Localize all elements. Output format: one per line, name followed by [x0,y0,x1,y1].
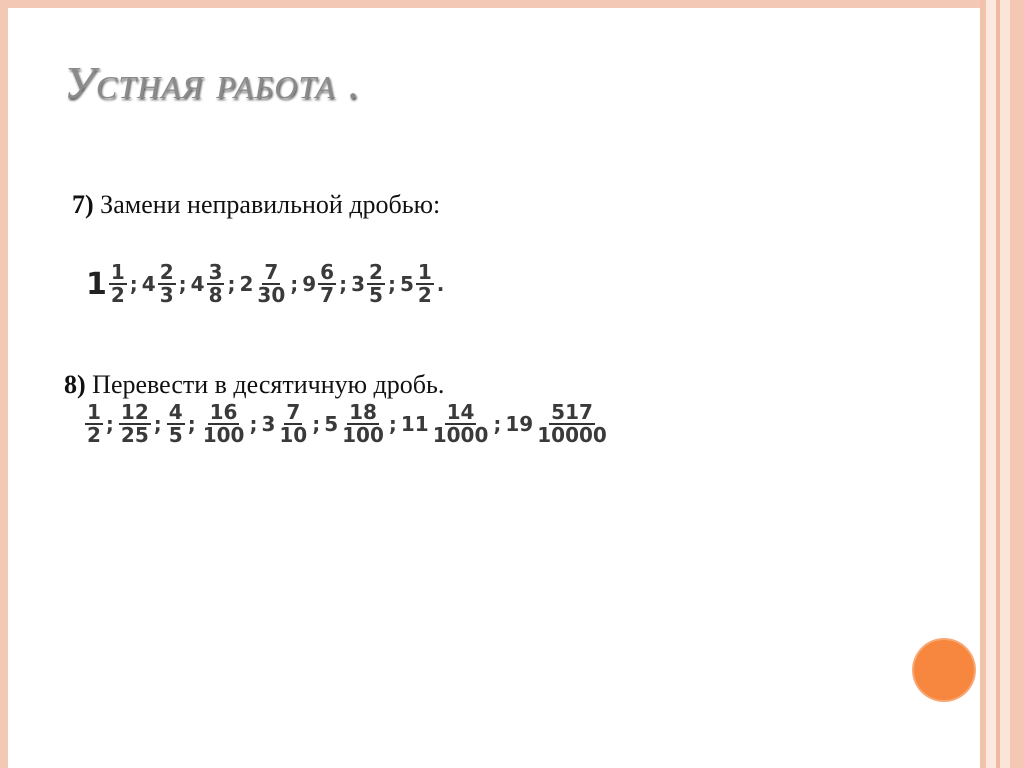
separator: ; [178,272,187,296]
border-stripe [1000,0,1010,768]
fraction-item [191,262,240,306]
denominator: 10 [279,423,308,447]
whole-part: 5 [324,412,339,436]
denominator: 5 [168,423,183,447]
denominator: 30 [257,283,286,307]
denominator: 100 [342,423,384,447]
fraction-item [239,262,302,306]
fraction-item [401,402,506,446]
border-stripe [1010,0,1024,768]
fraction [277,402,309,446]
whole-part: 1 [86,266,107,302]
fraction [340,402,386,446]
whole-part: 3 [261,412,276,436]
task-text: Перевести в десятичную дробь. [92,370,445,399]
fraction [535,402,609,446]
denominator: 10000 [537,423,607,447]
fraction-item [84,402,118,446]
numerator: 517 [551,400,593,424]
separator: ; [105,412,114,436]
denominator: 5 [369,283,383,307]
separator: ; [493,412,502,436]
fraction-item [86,262,142,306]
separator: ; [153,412,162,436]
separator: ; [339,272,348,296]
fraction [318,262,336,306]
fraction-item [351,262,400,306]
separator: ; [227,272,236,296]
fraction-item [166,402,200,446]
whole-part: 11 [400,412,429,436]
separator: ; [387,272,396,296]
denominator: 7 [320,283,335,307]
fraction [255,262,287,306]
separator: ; [249,412,258,436]
numerator: 1 [110,260,125,284]
task-7-fractions [86,262,448,306]
fraction-item [261,402,324,446]
task-number: 8) [64,370,86,399]
separator: . [436,272,445,296]
fraction [109,262,127,306]
fraction-item [302,262,351,306]
separator: ; [388,412,397,436]
border-stripe [986,0,996,768]
task-number: 7) [72,190,94,219]
fraction [431,402,491,446]
whole-part: 9 [302,272,317,296]
whole-part: 4 [141,272,156,296]
fraction [158,262,176,306]
numerator: 2 [159,260,174,284]
fraction-item [324,402,401,446]
numerator: 3 [208,260,223,284]
fraction [85,402,103,446]
denominator: 2 [87,423,101,447]
numerator: 4 [168,400,183,424]
task-8 [64,370,444,400]
numerator: 16 [209,400,238,424]
whole-part: 19 [505,412,534,436]
numerator: 1 [87,400,101,424]
fraction [367,262,385,306]
fraction-item [400,262,448,306]
fraction [119,402,151,446]
whole-part: 4 [190,272,205,296]
fraction-item [142,262,191,306]
whole-part: 5 [399,272,414,296]
denominator: 1000 [432,423,489,447]
numerator: 14 [446,400,475,424]
denominator: 2 [110,283,125,307]
fraction-item [505,402,609,446]
task-7 [72,190,440,220]
numerator: 6 [320,260,335,284]
fraction-item [200,402,262,446]
numerator: 7 [264,260,279,284]
numerator: 18 [349,400,377,424]
numerator: 12 [120,400,149,424]
slide-title: Устная работа . [64,57,361,108]
separator: ; [290,272,299,296]
numerator: 1 [417,260,432,284]
denominator: 25 [120,423,149,447]
task-text: Замени неправильной дробью: [100,190,441,219]
denominator: 100 [202,423,245,447]
fraction [207,262,225,306]
fraction [416,262,434,306]
numerator: 2 [369,260,383,284]
task-8-fractions [84,402,610,446]
denominator: 8 [208,283,223,307]
separator: ; [187,412,196,436]
separator: ; [312,412,321,436]
whole-part: 3 [351,272,366,296]
fraction-item [118,402,166,446]
decorative-circle [914,640,974,700]
numerator: 7 [286,400,301,424]
denominator: 3 [159,283,174,307]
denominator: 2 [417,283,432,307]
fraction [201,402,247,446]
separator: ; [129,272,138,296]
fraction [167,402,185,446]
whole-part: 2 [239,272,254,296]
